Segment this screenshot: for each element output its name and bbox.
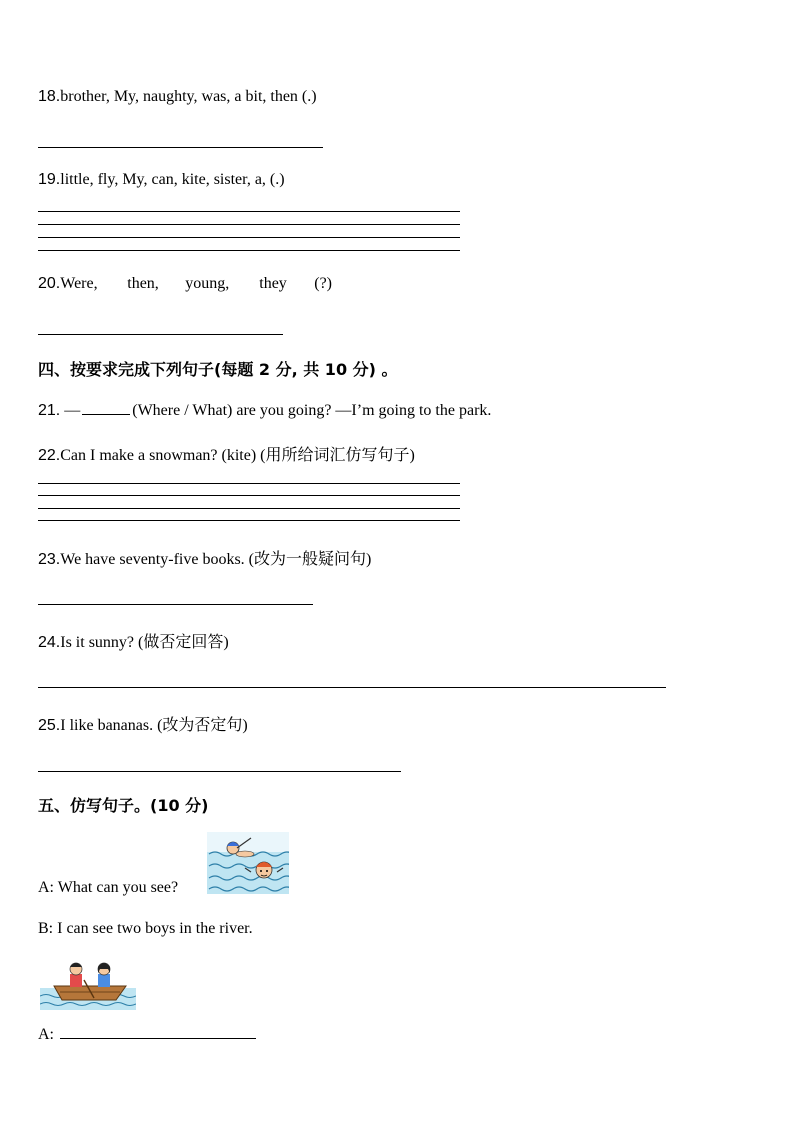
word-2: then,	[127, 275, 159, 292]
question-text: I like bananas. (改为否定句)	[60, 717, 248, 734]
question-number: 25.	[38, 717, 61, 734]
question-text: (Where / What) are you going? —I’m going to the park.	[132, 402, 492, 419]
question-number: 18.	[38, 88, 61, 105]
answer-line[interactable]	[38, 771, 401, 772]
section-title: 四、按要求完成下列句子(每题 2 分, 共 10 分) 。	[38, 360, 398, 379]
question-18	[38, 88, 317, 106]
fill-blank[interactable]	[82, 400, 130, 415]
word-4: they	[259, 275, 287, 292]
question-number: 20.	[38, 275, 61, 292]
word-1: Were,	[60, 275, 98, 292]
question-22	[38, 442, 415, 465]
word-3: young,	[185, 275, 230, 292]
question-23	[38, 546, 371, 569]
answer-line[interactable]	[38, 687, 666, 688]
question-text: Can I make a snowman? (kite) (用所给词汇仿写句子)	[60, 447, 415, 464]
writing-line-3[interactable]	[38, 237, 460, 238]
answer-line[interactable]	[38, 334, 283, 335]
writing-line-1[interactable]	[38, 483, 460, 484]
dialogue-b1: B: I can see two boys in the river.	[38, 920, 253, 937]
question-24	[38, 629, 229, 652]
writing-line-4[interactable]	[38, 250, 460, 251]
question-text: Is it sunny? (做否定回答)	[60, 634, 229, 651]
question-number: 21.	[38, 402, 61, 419]
question-text: We have seventy-five books. (改为一般疑问句)	[60, 551, 372, 568]
writing-line-1[interactable]	[38, 211, 460, 212]
question-21	[38, 400, 491, 420]
answer-line[interactable]	[38, 604, 313, 605]
writing-line-4[interactable]	[38, 520, 460, 521]
question-25	[38, 712, 248, 735]
writing-line-2[interactable]	[38, 224, 460, 225]
writing-line-2[interactable]	[38, 495, 460, 496]
dash: —	[64, 402, 81, 419]
word-5: (?)	[314, 275, 333, 292]
section-title: 五、仿写句子。(10 分)	[38, 796, 209, 815]
speaker-label: A:	[38, 1026, 54, 1043]
question-text: brother, My, naughty, was, a bit, then (.)	[60, 88, 317, 105]
children-in-boat-illustration	[40, 958, 136, 1010]
question-text: little, fly, My, can, kite, sister, a, (.)	[60, 171, 285, 188]
question-20	[38, 275, 332, 293]
swimming-boys-illustration	[207, 832, 289, 894]
answer-line[interactable]	[38, 147, 323, 148]
question-number: 23.	[38, 551, 61, 568]
writing-line-3[interactable]	[38, 508, 460, 509]
answer-blank[interactable]	[60, 1024, 256, 1039]
question-number: 19.	[38, 171, 61, 188]
question-19	[38, 171, 285, 189]
dialogue-a1: A: What can you see?	[38, 879, 179, 896]
question-number: 22.	[38, 447, 61, 464]
dialogue-a2	[38, 1024, 256, 1044]
question-number: 24.	[38, 634, 61, 651]
